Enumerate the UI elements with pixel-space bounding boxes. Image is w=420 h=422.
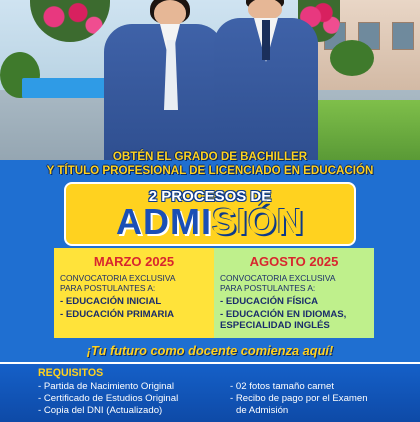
necktie [262, 20, 270, 60]
headline-line-1: OBTÉN EL GRADO DE BACHILLER [112, 150, 308, 163]
admission-title-part-1: ADMI [115, 201, 212, 242]
slogan: ¡Tu futuro como docente comienza aquí! [86, 343, 334, 358]
requirements-title: REQUISITOS [38, 367, 104, 379]
requirement-item: - Certificado de Estudios Original [38, 393, 179, 404]
requirement-item: - 02 fotos tamaño carnet [230, 381, 334, 392]
august-program-item: - EDUCACIÓN EN IDIOMAS, [220, 309, 347, 320]
man-figure [214, 0, 318, 160]
august-program-item: ESPECIALIDAD INGLÉS [220, 320, 330, 331]
march-program-item: - EDUCACIÓN PRIMARIA [60, 309, 175, 320]
planter [22, 78, 112, 98]
requirement-item: - Recibo de pago por el Examen [230, 393, 368, 404]
march-subtitle-line-2: PARA POSTULANTES A: [60, 283, 156, 293]
march-subtitle-line-1: CONVOCATORIA EXCLUSIVA [60, 273, 176, 283]
august-program-item: - EDUCACIÓN FÍSICA [220, 296, 319, 307]
requirements-list-right [230, 381, 368, 417]
requirements-section [0, 362, 420, 422]
bush [330, 40, 374, 76]
flower-bush [30, 0, 110, 42]
august-process-panel [214, 248, 374, 338]
admission-banner [64, 182, 356, 246]
woman-figure [104, 0, 224, 160]
admission-title-part-2: SIÓN [211, 201, 304, 242]
march-title: MARZO 2025 [93, 254, 175, 269]
building-window [392, 22, 414, 50]
august-subtitle-line-2: PARA POSTULANTES A: [220, 283, 316, 293]
august-subtitle-line-1: CONVOCATORIA EXCLUSIVA [220, 273, 336, 283]
march-process-panel [54, 248, 214, 338]
requirement-item: - Partida de Nacimiento Original [38, 381, 174, 392]
requirement-item: - Copia del DNI (Actualizado) [38, 405, 163, 416]
headline [0, 150, 420, 178]
requirements-list-left [38, 381, 178, 417]
august-title: AGOSTO 2025 [249, 254, 339, 269]
headline-line-2: Y TÍTULO PROFESIONAL DE LICENCIADO EN EDUCACIÓN [46, 164, 374, 177]
requirement-item: de Admisión [236, 405, 289, 416]
march-program-item: - EDUCACIÓN INICIAL [60, 296, 162, 307]
admission-title [66, 202, 354, 242]
processes-label: 2 PROCESOS DE [148, 188, 272, 205]
hero-photo [0, 0, 420, 160]
